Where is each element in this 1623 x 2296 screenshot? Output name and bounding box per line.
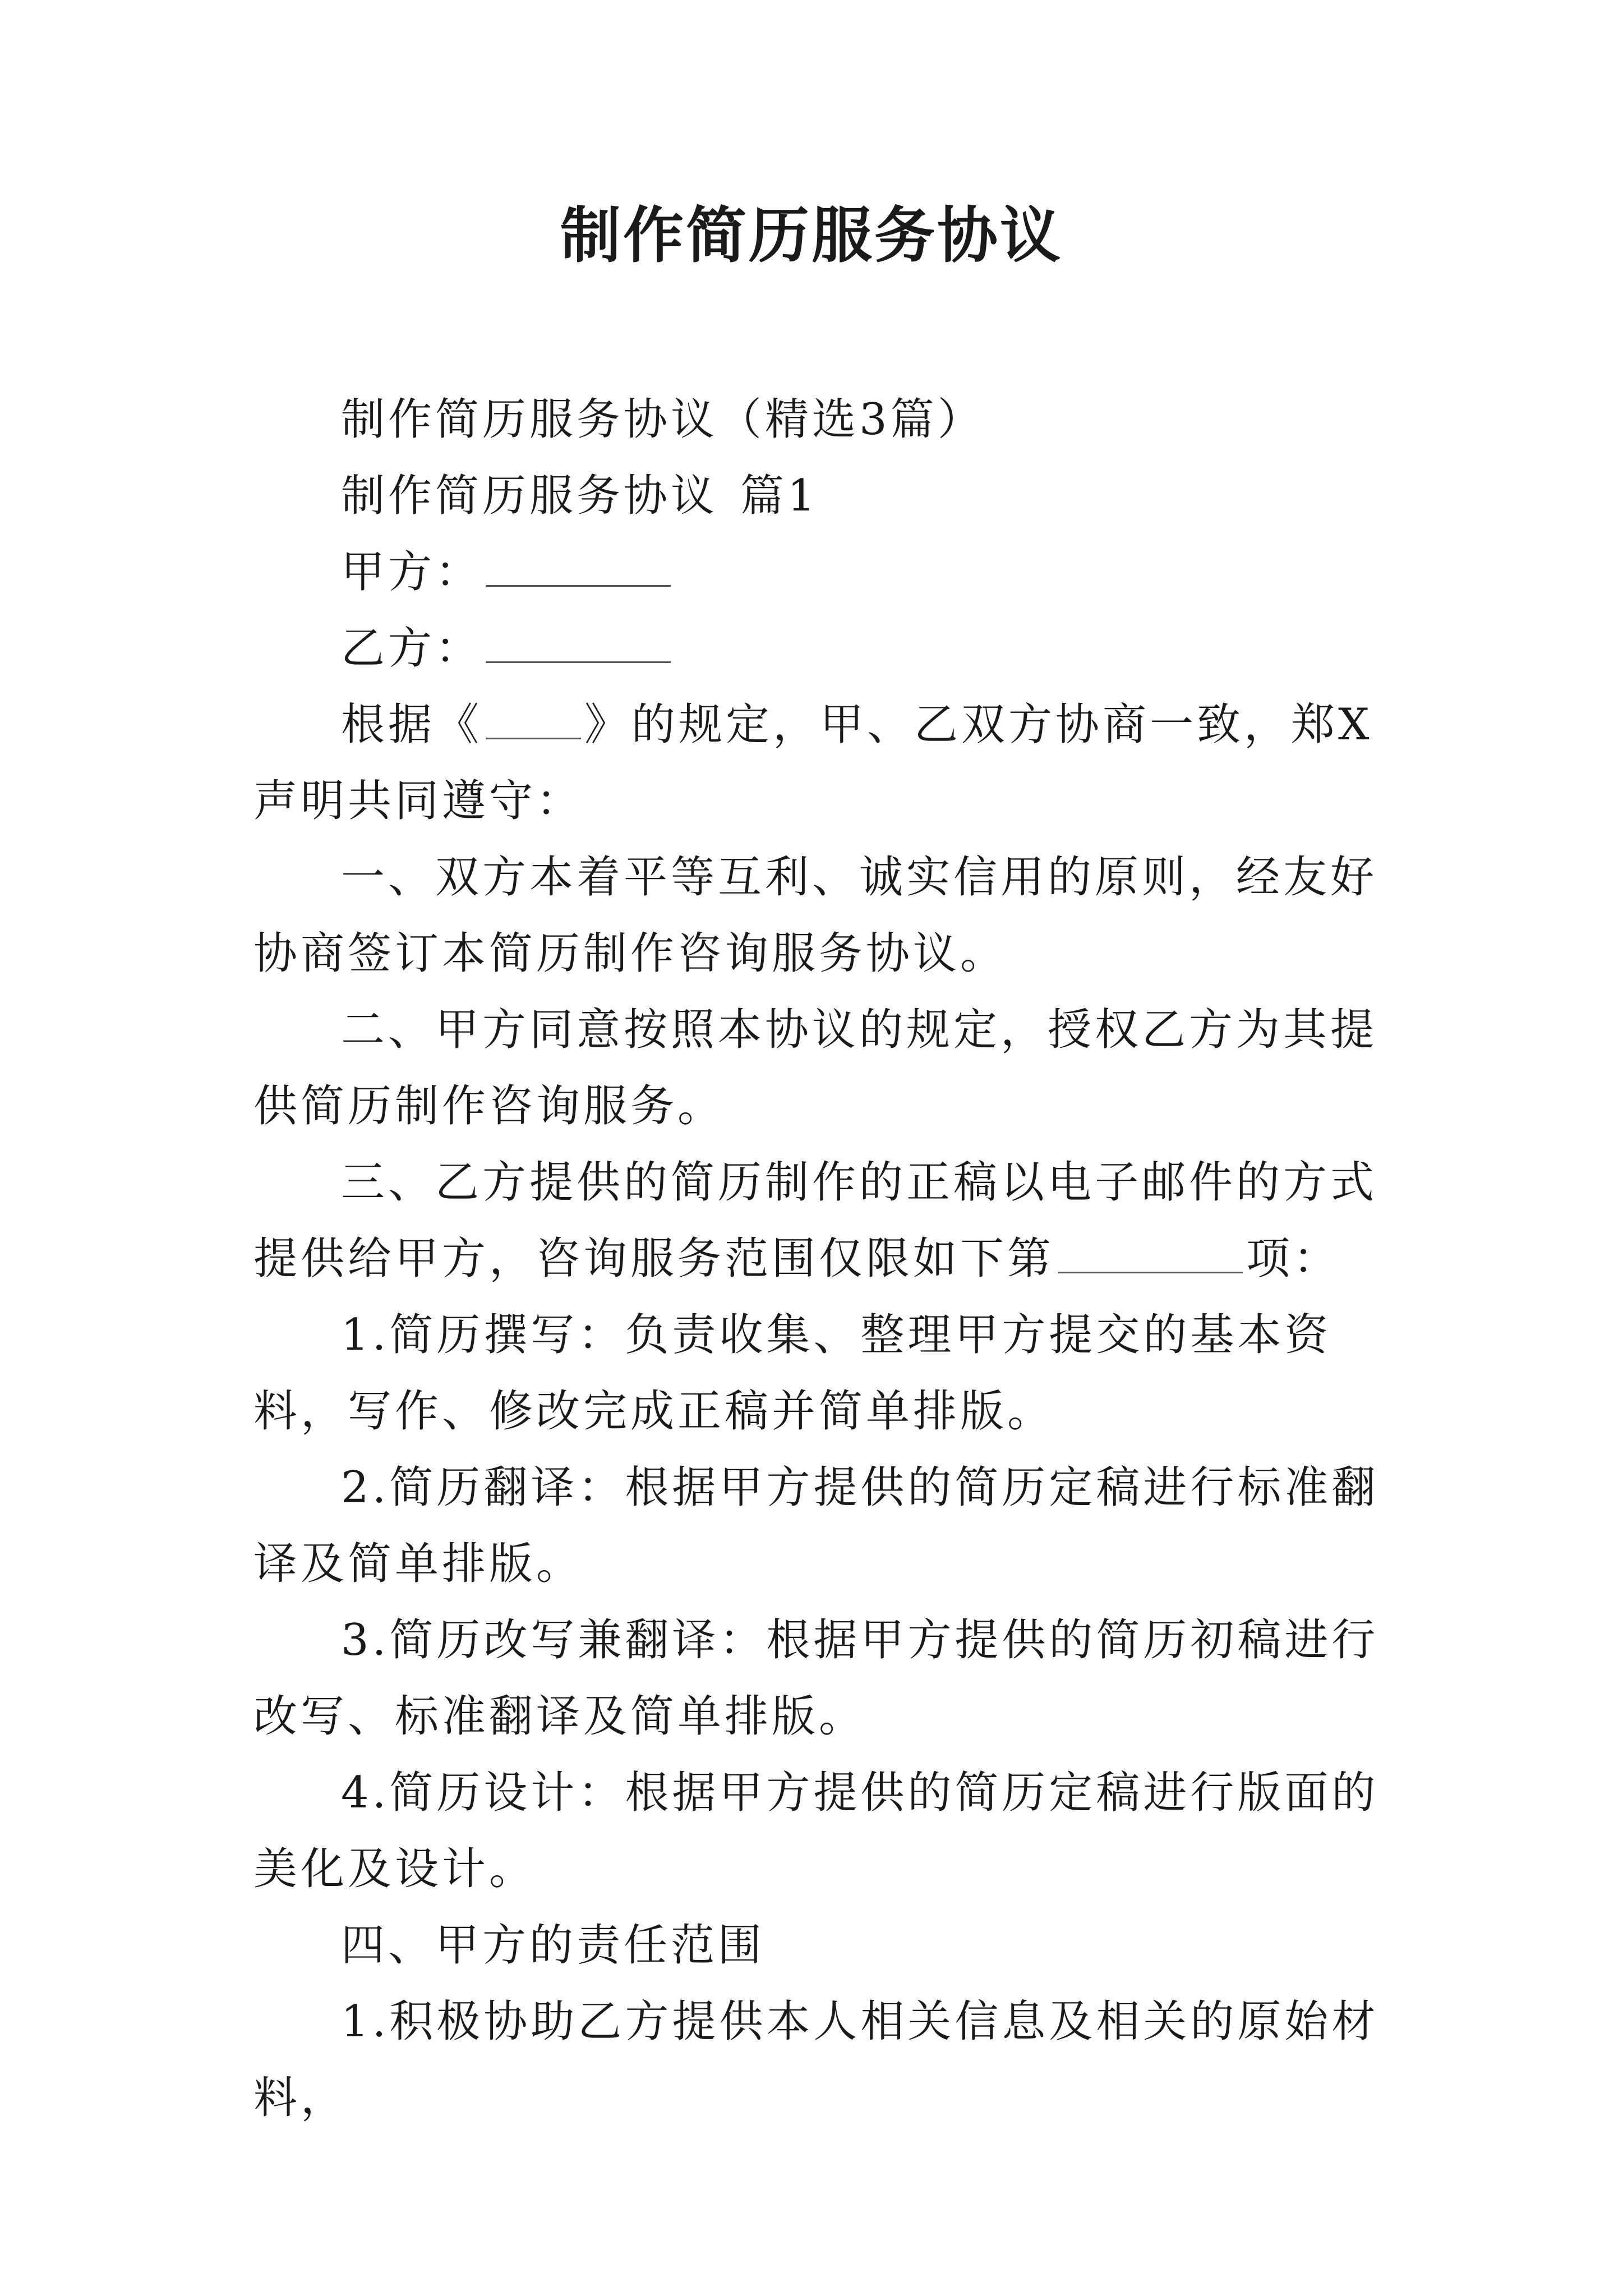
clause-1-paragraph: 一、双方本着平等互利、诚实信用的原则，经友好协商签订本简历制作咨询服务协议。 bbox=[253, 852, 1378, 979]
clause-4-item-1-paragraph: 1.积极协助乙方提供本人相关信息及相关的原始材料， bbox=[253, 1996, 1379, 2123]
clause-4-paragraph: 四、甲方的责任范围 bbox=[341, 1920, 766, 1971]
clause-2-paragraph: 二、甲方同意按照本协议的规定，授权乙方为其提供简历制作咨询服务。 bbox=[253, 1005, 1378, 1131]
basis-prefix: 根据《 bbox=[341, 700, 483, 750]
item-1-paragraph: 1.简历撰写：负责收集、整理甲方提交的基本资料，写作、修改完成正稿并简单排版。 bbox=[253, 1310, 1332, 1437]
clause-3-prefix: 三、乙方提供的简历制作的正稿以电子邮件的方式提供给甲方，咨询服务范围仅限如下第 bbox=[253, 1157, 1378, 1284]
party-a-line bbox=[253, 534, 1386, 610]
item-4-paragraph: 4.简历设计：根据甲方提供的简历定稿进行版面的美化及设计。 bbox=[253, 1768, 1379, 1894]
basis-suffix: 》的规定，甲、乙双方协商一致，郑X声明共同遵守： bbox=[253, 700, 1373, 826]
party-a-blank bbox=[486, 549, 671, 587]
service-item-blank bbox=[1058, 1236, 1243, 1273]
party-a-label: 甲方： bbox=[341, 547, 483, 597]
clause-3-suffix: 项： bbox=[1246, 1234, 1341, 1284]
section-heading-title: 制作简历服务协议 bbox=[341, 471, 718, 521]
party-b-label: 乙方： bbox=[341, 623, 483, 674]
section-heading-number: 篇1 bbox=[740, 471, 819, 521]
party-b-line bbox=[253, 610, 1386, 687]
item-3-paragraph: 3.简历改写兼翻译：根据甲方提供的简历初稿进行改写、标准翻译及简单排版。 bbox=[253, 1615, 1379, 1742]
clause-3-paragraph bbox=[253, 1144, 1386, 1297]
item-2-paragraph: 2.简历翻译：根据甲方提供的简历定稿进行标准翻译及简单排版。 bbox=[253, 1462, 1379, 1589]
basis-paragraph bbox=[253, 687, 1386, 839]
subtitle-paragraph: 制作简历服务协议（精选3篇） bbox=[341, 394, 985, 445]
section-heading bbox=[253, 458, 1386, 534]
document-title: 制作简历服务协议 bbox=[560, 200, 1063, 271]
document-body bbox=[253, 381, 1386, 2136]
law-name-blank bbox=[486, 702, 581, 739]
party-b-blank bbox=[486, 625, 671, 663]
